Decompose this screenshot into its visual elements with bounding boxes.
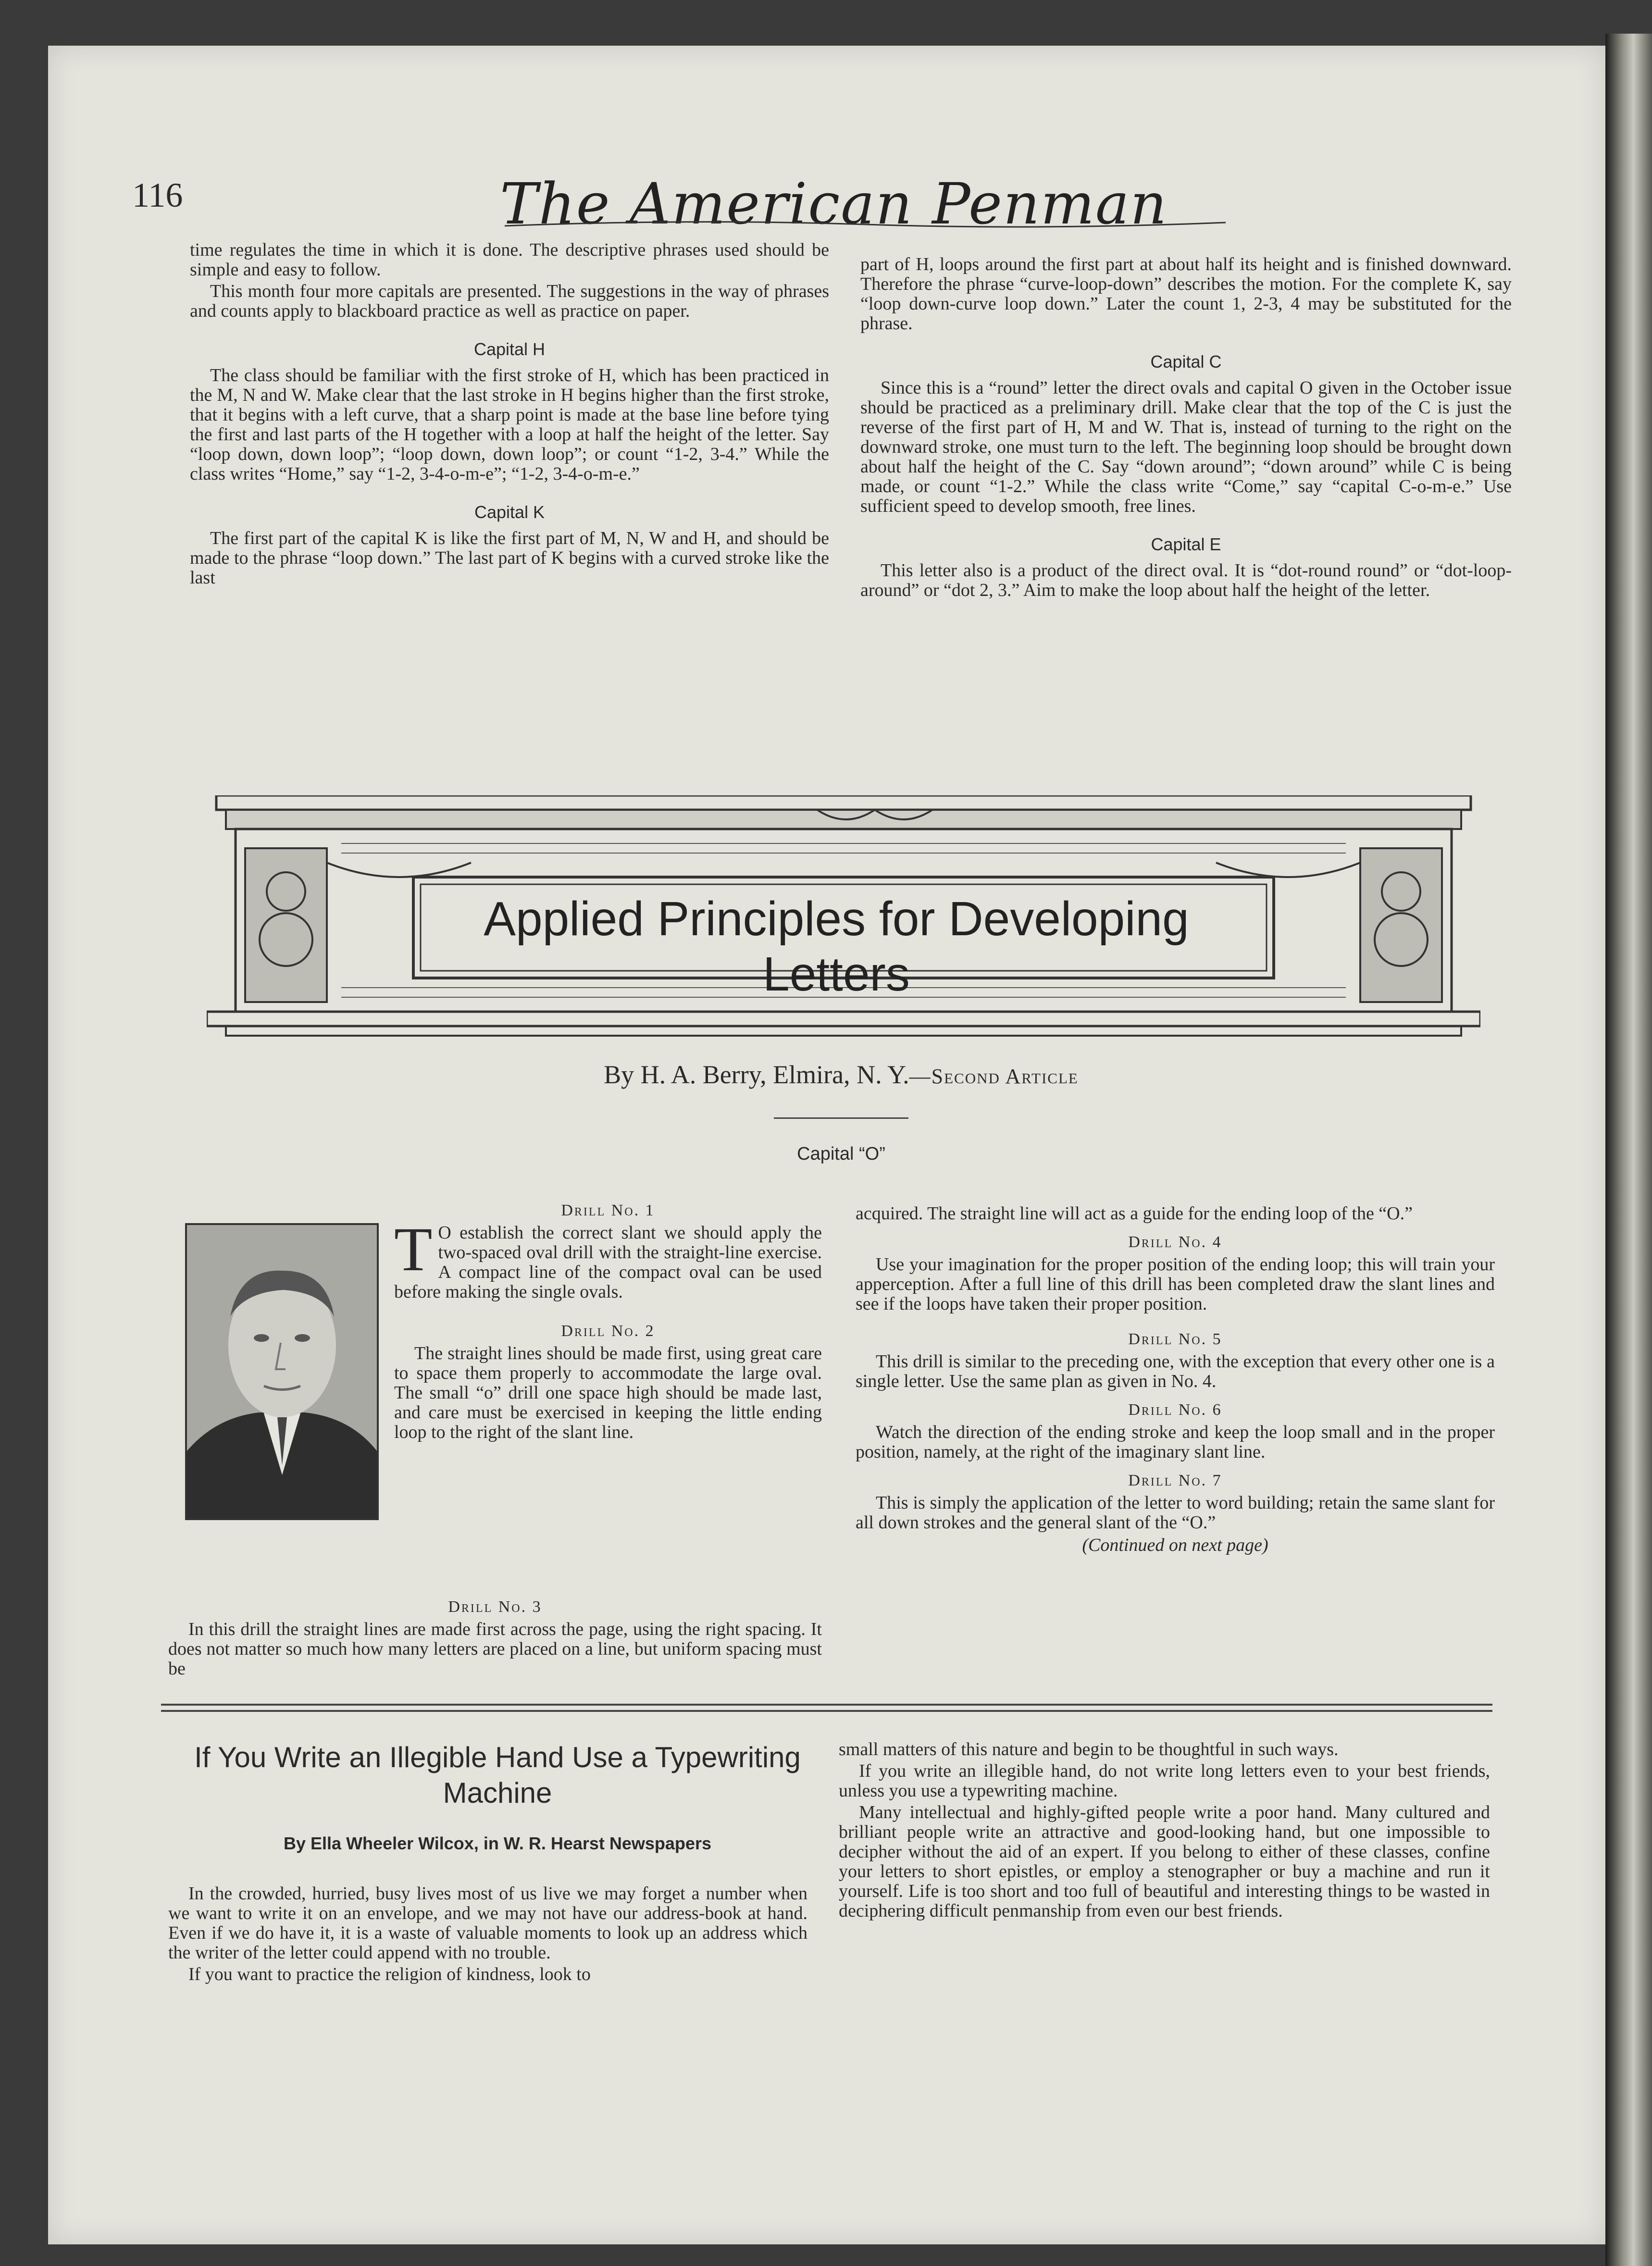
paragraph: Since this is a “round” letter the direct ovals and capital O given in the October issue should be practiced as a preliminary drill. Make clear that the top of the C is just the reverse of the first part of H, M and W. That is, instead of turning to the right on the downward stroke, one must turn to the left. The beginning loop should be brought down about half the height of the C. Say “down around”; “down around” while C is being made, or count “1-2.” While the class write “Come,” say “capital C-o-m-e.” Use sufficient speed to develop smooth, free lines. [860,378,1512,516]
article-right-column [839,1740,1490,1923]
paragraph: acquired. The straight line will act as a guide for the ending loop of the “O.” [856,1203,1413,1224]
masthead-text: The American Penman [500,171,1168,237]
drill-1-title: Drill No. 1 [561,1201,655,1219]
drop-cap: T [394,1215,433,1284]
top-left-column [190,240,829,590]
article-title: If You Write an Illegible Hand Use a Typewriting Machine [194,1741,801,1809]
portrait-image [187,1225,377,1518]
byline-article: —Second Article [909,1065,1079,1088]
top-right-column [860,255,1512,602]
drills-left-wide [168,1588,822,1681]
byline-author: By H. A. Berry, Elmira, N. Y. [604,1060,909,1089]
paragraph: small matters of this nature and begin to be thoughtful in such ways. [839,1739,1339,1759]
paragraph: In the crowded, hurried, busy lives most of us live we may forget a number when we want to write it on an envelope, and we may not have our address-book at hand. Even if we do have it, it is a waste of valuable moments to look up an address which the writer of the letter could append with no trouble. [168,1883,807,1963]
paragraph: The first part of the capital K is like the first part of M, N, W and H, and should be made to the phrase “loop down.” The last part of K begins with a curved stroke like the last [190,528,829,588]
drill-2-title: Drill No. 2 [561,1322,655,1340]
drill-6-title: Drill No. 6 [1128,1401,1222,1419]
paragraph: Many intellectual and highly-gifted people write a poor hand. Many cultured and brilliant people write an attractive and good-looking hand, but one impossible to decipher without the aid of an expert. If you belong to either of these classes, confine your letters to short epistles, or employ a stenographer or buy a machine and run it yourself. Life is too short and too full of beautiful and interesting things to be wasted in deciphering difficult penmanship from even our best friends. [839,1802,1490,1921]
book-edge [1605,34,1652,2266]
paragraph: In this drill the straight lines are made first across the page, using the right spacing. It does not matter so much how many letters are placed on a line, but uniform spacing must be [168,1619,822,1679]
paragraph: If you want to practice the religion of kindness, look to [188,1964,591,1984]
subheading-capital-c: Capital C [1150,352,1222,371]
paragraph: If you write an illegible hand, do not write long letters even to your best friends, unless you use a typewriting machine. [839,1761,1490,1801]
paragraph: Use your imagination for the proper position of the ending loop; this will train your apperception. After a full line of this drill has been completed draw the slant lines and see if the loops have taken their proper position. [856,1254,1495,1314]
author-portrait [185,1223,379,1520]
subheading-capital-h: Capital H [473,339,546,359]
byline [481,1060,1202,1090]
paragraph: The class should be familiar with the first stroke of H, which has been practiced in the M, N and W. Make clear that the last stroke in H begins higher than the first stroke, that it begins with a left curve, that a sharp point is made at the base line before tying the first and last parts of the H together with a loop at half the height of the letter. Say “loop down, down loop”; “loop down, down loop”; or count “1-2, 3-4.” While the class writes “Home,” say “1-2, 3-4-o-m-e”; “1-2, 3-4-o-m-e.” [190,365,829,484]
divider [774,1117,908,1119]
paragraph: time regulates the time in which it is done. The descriptive phrases used should be simple and easy to follow. [190,240,829,280]
paragraph [394,1215,822,1302]
drill-7-title: Drill No. 7 [1128,1472,1222,1489]
masthead-logo [500,171,1168,237]
paragraph: part of H, loops around the first part at about half its height and is finished downward. Therefore the phrase “curve-loop-down” describes the motion. For the complete K, say “loop down-curve loop down.” Later the count 1, 2-3, 4 may be substituted for the phrase. [860,254,1512,334]
paragraph: Watch the direction of the ending stroke and keep the loop small and in the proper position, namely, at the right of the imaginary slant line. [856,1422,1495,1462]
drill-4-title: Drill No. 4 [1128,1233,1222,1251]
drill-1-text: O establish the correct slant we should apply the two-spaced oval drill with the straight-line exercise. A compact line of the compact oval can be used before making the single ovals. [394,1223,822,1302]
drill-5-title: Drill No. 5 [1128,1330,1222,1348]
double-rule-bottom [161,1710,1492,1712]
article-left-column [168,1884,807,1986]
paragraph: The straight lines should be made first, using great care to space them properly to accommodate the large oval. The small “o” drill one space high should be made last, and care must be exercised in keeping the little ending loop to the right of the slant line. [394,1343,822,1442]
paragraph: This is simply the application of the letter to word building; retain the same slant for all down strokes and the general slant of the “O.” [856,1493,1495,1533]
drills-left-narrow [394,1192,822,1444]
masthead-underline [500,171,1230,233]
page-number: 116 [132,176,183,214]
section-title: Capital “O” [797,1144,885,1164]
continued-note: (Continued on next page) [1082,1535,1268,1555]
double-rule-top [161,1704,1492,1706]
banner-title: Applied Principles for Developing Letters [484,892,1189,1001]
paragraph: This drill is similar to the preceding one, with the exception that every other one is a single letter. Use the same plan as given in No. 4. [856,1351,1495,1391]
article-byline: By Ella Wheeler Wilcox, in W. R. Hearst Newspapers [284,1833,711,1853]
subheading-capital-k: Capital K [474,502,545,522]
subheading-capital-e: Capital E [1151,534,1221,554]
paragraph: This month four more capitals are presented. The suggestions in the way of phrases and counts apply to blackboard practice as well as practice on paper. [190,281,829,321]
drill-3-title: Drill No. 3 [448,1598,542,1616]
drills-right-column [856,1204,1495,1555]
paragraph: This letter also is a product of the direct oval. It is “dot-round round” or “dot-loop-around” or “dot 2, 3.” Aim to make the loop about half the height of the letter. [860,560,1512,600]
